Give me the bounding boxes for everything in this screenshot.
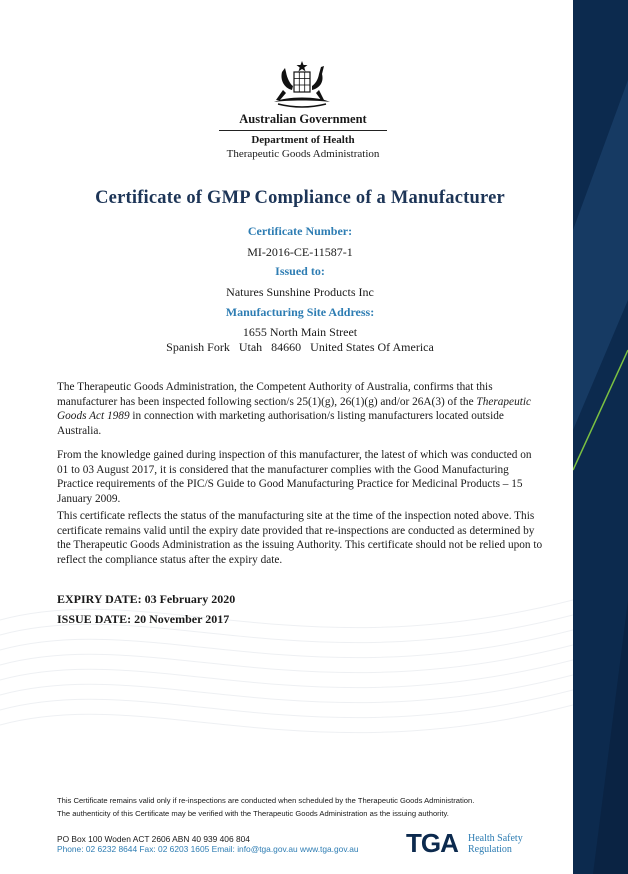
footer-postal-address: PO Box 100 Woden ACT 2606 ABN 40 939 406 804 [57,834,250,844]
inspection-paragraph-part1: The Therapeutic Goods Administration, the Competent Authority of Australia, confirms that this manufacturer has been inspected following section/s 25(1)(g), 26(1)(g) and/or 26A(3) of the [57,381,493,408]
site-address-line2: Spanish Fork Utah 84660 United States Of America [166,340,434,354]
department-name: Department of Health [251,134,355,146]
government-name: Australian Government [239,112,367,126]
issue-date: ISSUE DATE: 20 November 2017 [57,612,230,626]
coat-of-arms-emblem [266,60,338,112]
header-divider [219,130,387,131]
site-address-line1: 1655 North Main Street [242,325,358,339]
agency-name: Therapeutic Goods Administration [226,148,380,160]
inspection-paragraph-part2: in connection with marketing authorisation/s listing manufacturers located outside Australia. [57,410,504,437]
footer-note-validity: This Certificate remains valid only if re-inspections are conducted when scheduled by the Therapeutic Goods Administration. [57,796,475,805]
tga-logo: TGA [406,828,458,858]
certificate-number-label: Certificate Number: [247,224,353,238]
footer-note-authenticity: The authenticity of this Certificate may be verified with the Therapeutic Goods Administration as the issuing authority. [57,809,449,818]
footer-contact-text: Phone: 02 6232 8644 Fax: 02 6203 1605 Email: info@tga.gov.au www.tga.gov.au [57,844,359,854]
act-name: Therapeutic Goods Act 1989 [57,395,532,422]
sidebar-decoration [573,0,628,874]
issued-to-value: Natures Sunshine Products Inc [226,285,374,299]
tga-tagline-line2: Regulation [468,844,512,855]
validity-paragraph: This certificate reflects the status of the manufacturing site at the time of the inspection noted above. This certificate remains valid until the expiry date provided that re-inspections are conducted as determined by the Therapeutic Goods Administration as the issuing Authority. This certificate should not be relied upon to reflect the compliance status after the expiry date. [57,510,543,566]
tga-tagline-line1: Health Safety [468,833,523,844]
site-address-label: Manufacturing Site Address: [225,305,375,319]
certificate-number-value: MI-2016-CE-11587-1 [247,245,353,259]
footer-contact-line [57,844,359,854]
right-sidebar-band [573,0,628,874]
inspection-paragraph [57,380,544,438]
issued-to-label: Issued to: [275,264,325,278]
expiry-date: EXPIRY DATE: 03 February 2020 [57,592,236,606]
compliance-paragraph: From the knowledge gained during inspection of this manufacturer, the latest of which was conducted on 01 to 03 August 2017, it is considered that the manufacturer complies with the Good Manufacturing Practice requirements of the PIC/S Guide to Good Manufacturing Practice for Medicinal Products – 15 January 2009. [57,449,532,505]
certificate-title: Certificate of GMP Compliance of a Manufacturer [95,188,505,208]
